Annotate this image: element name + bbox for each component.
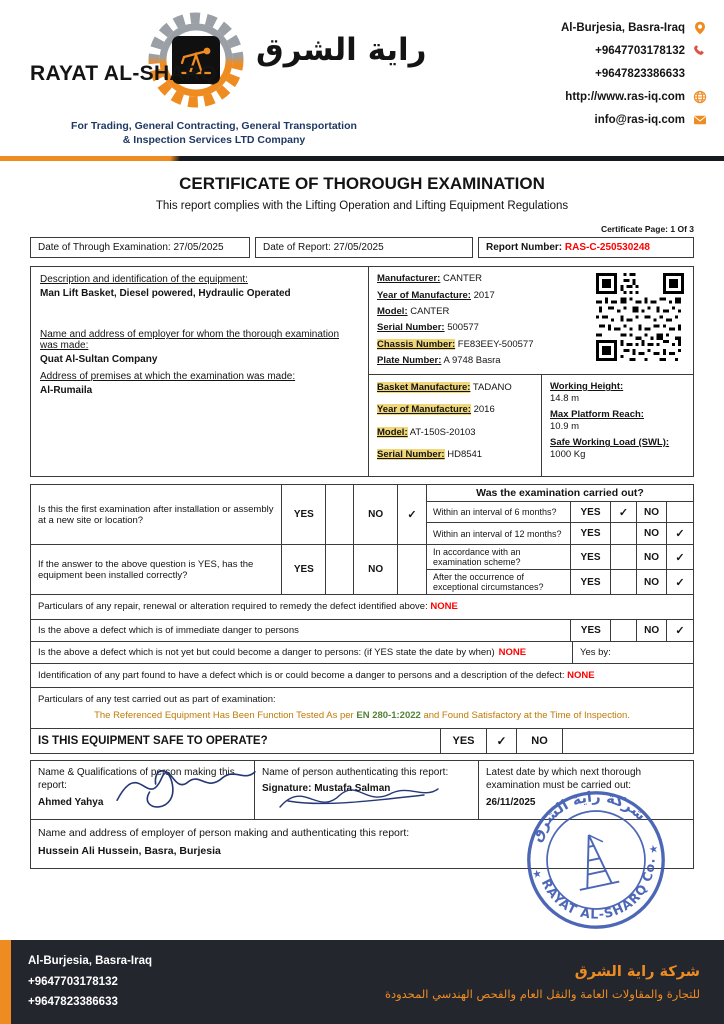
field-label: Chassis Number: xyxy=(377,338,456,350)
question-2-no-checkbox xyxy=(398,545,426,594)
field-label: Plate Number: xyxy=(377,354,442,366)
vehicle-field xyxy=(377,321,596,334)
field-value: FE83EEY-500577 xyxy=(457,338,534,350)
question-block-1 xyxy=(31,485,693,545)
test-text-2: and Found Satisfactory at the Time of Inspection. xyxy=(423,710,630,722)
field-label: Model: xyxy=(377,426,408,438)
field-value: AT-150S-20103 xyxy=(409,426,476,438)
footer-company-name-ar: شركة راية الشرق xyxy=(574,963,700,980)
exam-date-cell xyxy=(30,237,250,258)
signature-employer-label: Name and address of employer of person making and authenticating this report: xyxy=(38,826,410,839)
info-bar xyxy=(30,237,694,258)
envelope-icon xyxy=(692,112,708,127)
safe-yes-checkbox: ✓ xyxy=(487,729,517,753)
question-1-yes-checkbox xyxy=(326,485,354,544)
spec-label: Max Platform Reach: xyxy=(550,409,644,421)
report-number-cell xyxy=(478,237,694,258)
company-tagline xyxy=(28,119,400,147)
scheme-no-label: NO xyxy=(637,545,667,569)
field-label: Year of Manufacture: xyxy=(377,289,471,301)
vehicle-details xyxy=(369,267,693,374)
header-contact-block xyxy=(561,20,708,147)
footer-address: Al-Burjesia, Basra-Iraq xyxy=(28,954,152,967)
footer-company-description-ar: للتجارة والمقاولات العامة والنقل العام والفحص الهندسي المحدودة xyxy=(384,986,700,1001)
exceptional-no-checkbox: ✓ xyxy=(675,576,685,589)
test-result-line xyxy=(38,709,686,722)
future-danger-text: Is the above a defect which is not yet but could become a danger to persons: (if YES state the date by when) xyxy=(38,646,495,658)
field-label: Serial Number: xyxy=(377,449,445,461)
company-stamp xyxy=(511,775,682,946)
spacer xyxy=(40,305,359,329)
interval-6-no-checkbox xyxy=(667,502,693,522)
footer-phone1: +9647703178132 xyxy=(28,975,118,988)
future-danger-row xyxy=(31,642,693,664)
vehicle-field xyxy=(377,272,596,285)
future-danger-value: NONE xyxy=(498,646,527,658)
identification-value: NONE xyxy=(567,669,595,681)
question-2-text: If the answer to the above question is YES, has the equipment been installed correctly? xyxy=(31,545,282,594)
qr-code xyxy=(596,273,684,361)
specs-column xyxy=(541,375,693,476)
scheme-row xyxy=(427,545,693,570)
scheme-block xyxy=(427,545,693,594)
field-value: CANTER xyxy=(442,273,483,285)
footer-company-arabic xyxy=(385,964,700,1001)
exceptional-yes-label: YES xyxy=(571,570,611,594)
maker-signature-scribble xyxy=(109,747,261,821)
certificate-title: CERTIFICATE OF THOROUGH EXAMINATION xyxy=(179,174,545,194)
stamp-arabic-text: شركة راية الشرق xyxy=(528,789,649,845)
report-date-value: 27/05/2025 xyxy=(333,242,384,254)
contact-address xyxy=(561,20,708,35)
carried-out-header: Was the examination carried out? xyxy=(427,485,693,502)
contact-website xyxy=(565,89,708,104)
certificate-subtitle: This report complies with the Lifting Operation and Lifting Equipment Regulations xyxy=(155,200,569,213)
examination-questions-table xyxy=(30,484,694,753)
immediate-danger-text: Is the above a defect which is of immediate danger to persons xyxy=(38,624,299,636)
danger-no-checkbox: ✓ xyxy=(675,624,685,637)
danger-yes-label: YES xyxy=(571,620,611,641)
carried-out-block xyxy=(427,485,693,544)
interval-12-yes-label: YES xyxy=(571,523,611,544)
globe-icon xyxy=(692,89,708,104)
interval-6-row xyxy=(427,502,693,523)
header xyxy=(0,0,724,147)
exceptional-no-label: NO xyxy=(637,570,667,594)
exceptional-row xyxy=(427,570,693,594)
equipment-left-column xyxy=(31,267,369,476)
authenticator-signature-scribble xyxy=(273,773,445,821)
field-value: 2017 xyxy=(473,289,495,301)
premises-label: Address of premises at which the examination was made: xyxy=(40,371,296,383)
danger-no-label: NO xyxy=(637,620,667,641)
report-number-label: Report Number: xyxy=(486,242,563,254)
basket-field xyxy=(377,426,533,439)
interval-12-no-checkbox: ✓ xyxy=(675,528,685,541)
website-text: http://www.ras-iq.com xyxy=(565,90,685,103)
basket-details xyxy=(369,374,693,476)
basket-list xyxy=(369,375,541,476)
vehicle-field xyxy=(377,305,596,318)
premises-value: Al-Rumaila xyxy=(40,385,93,397)
company-name-english: RAYAT AL-SHARQ xyxy=(30,62,217,85)
stamp-english-text: RAYAT AL-SHARQ Co. xyxy=(538,857,658,922)
footer-contact xyxy=(28,951,152,1013)
scheme-yes-label: YES xyxy=(571,545,611,569)
next-exam-date: 26/11/2025 xyxy=(486,796,536,808)
contact-phone2 xyxy=(595,66,708,81)
stamp-star-left: ★ xyxy=(531,867,544,882)
equipment-description-value: Man Lift Basket, Diesel powered, Hydraulic Operated xyxy=(40,288,291,300)
question-1-no-checkbox: ✓ xyxy=(407,509,417,522)
authenticator-label: Name of person authenticating this report: xyxy=(262,766,449,778)
report-date-label: Date of Report: xyxy=(263,242,331,254)
question-2-yes-label: YES xyxy=(282,545,326,594)
spec-value: 10.9 m xyxy=(550,421,580,433)
contact-email xyxy=(595,112,708,127)
question-1-text: Is this the first examination after installation or assembly at a new site or location? xyxy=(31,485,282,544)
yes-by-cell: Yes by: xyxy=(580,646,611,658)
basket-field xyxy=(377,403,533,416)
phone1-text: +9647703178132 xyxy=(595,44,685,57)
question-2-yes-checkbox xyxy=(326,545,354,594)
equipment-right-column xyxy=(369,267,693,476)
immediate-danger-row xyxy=(31,620,693,642)
address-text: Al-Burjesia, Basra-Iraq xyxy=(561,21,685,34)
logo-canvas xyxy=(28,10,427,114)
interval-6-yes-label: YES xyxy=(571,502,611,522)
report-number-value: RAS-C-250530248 xyxy=(564,242,650,254)
contact-phone1 xyxy=(595,43,708,58)
vehicle-field xyxy=(377,289,596,302)
field-label: Model: xyxy=(377,305,408,317)
field-value: CANTER xyxy=(410,305,450,317)
question-2-no-label: NO xyxy=(354,545,398,594)
maker-cell xyxy=(31,761,255,819)
certificate-page-number: Certificate Page: 1 Of 3 xyxy=(600,224,694,235)
interval-12-row xyxy=(427,523,693,544)
employer-value: Quat Al-Sultan Company xyxy=(40,354,158,366)
safe-question-text: IS THIS EQUIPMENT SAFE TO OPERATE? xyxy=(31,729,441,753)
maker-name: Ahmed Yahya xyxy=(38,796,104,808)
footer xyxy=(0,940,724,1024)
interval-6-yes-checkbox: ✓ xyxy=(611,502,637,522)
stamp-derrick-icon xyxy=(569,831,619,890)
company-logo xyxy=(28,10,427,147)
field-label: Year of Manufacture: xyxy=(377,404,471,416)
spec-item xyxy=(550,381,685,404)
field-label: Manufacturer: xyxy=(377,273,441,285)
field-label: Basket Manufacture: xyxy=(377,382,471,394)
exam-date-label: Date of Through Examination: xyxy=(38,242,171,254)
title-block xyxy=(0,174,724,212)
stamp-star-right: ★ xyxy=(647,842,660,857)
interval-12-text: Within an interval of 12 months? xyxy=(427,523,571,544)
test-text-1: The Referenced Equipment Has Been Function Tested As per xyxy=(94,710,354,722)
question-1-no-label: NO xyxy=(354,485,398,544)
maker-label: Name & Qualifications of person making this report: xyxy=(38,766,235,791)
exam-date-value: 27/05/2025 xyxy=(173,242,224,254)
interval-6-text: Within an interval of 6 months? xyxy=(427,502,571,522)
scheme-text: In accordance with an examination scheme? xyxy=(427,545,571,569)
phone2-text: +9647823386633 xyxy=(595,67,685,80)
test-row xyxy=(31,688,693,729)
identification-text: Identification of any part found to have a defect which is or could become a danger to persons and a description of the defect: xyxy=(38,669,565,681)
test-label: Particulars of any test carried out as part of examination: xyxy=(38,693,276,705)
vehicle-field xyxy=(377,354,596,367)
question-1-yes-label: YES xyxy=(282,485,326,544)
field-value: HD8541 xyxy=(447,449,483,461)
danger-yes-checkbox xyxy=(611,620,637,641)
interval-12-yes-checkbox xyxy=(611,523,637,544)
interval-12-no-label: NO xyxy=(637,523,667,544)
identification-row xyxy=(31,664,693,688)
tagline-line1: For Trading, General Contracting, General Transportation xyxy=(71,120,357,132)
safe-empty-cell xyxy=(563,729,693,753)
company-name-arabic: راية الشرق xyxy=(256,32,427,68)
question-2 xyxy=(31,545,427,594)
future-danger-text-cell xyxy=(31,642,573,663)
signature-employer-name: Hussein Ali Hussein, Basra, Burjesia xyxy=(38,844,221,857)
field-label: Serial Number: xyxy=(377,322,445,334)
safe-no-label: NO xyxy=(517,729,563,753)
field-value: 2016 xyxy=(473,404,495,416)
next-exam-label: Latest date by which next thorough examination must be carried out: xyxy=(486,766,642,791)
immediate-danger-text-cell xyxy=(31,620,571,641)
safe-yes-label: YES xyxy=(441,729,487,753)
spec-value: 1000 Kg xyxy=(550,449,586,461)
phone-icon xyxy=(692,43,708,58)
field-value: 500577 xyxy=(447,322,479,334)
authenticator-cell xyxy=(255,761,479,819)
spec-label: Safe Working Load (SWL): xyxy=(550,437,670,449)
basket-field xyxy=(377,381,533,394)
spec-value: 14.8 m xyxy=(550,393,580,405)
equipment-description-label: Description and identification of the equipment: xyxy=(40,274,248,286)
question-block-2 xyxy=(31,545,693,595)
field-value: A 9748 Basra xyxy=(443,354,501,366)
footer-phone2: +9647823386633 xyxy=(28,996,118,1009)
repair-row xyxy=(31,595,693,619)
vehicle-list xyxy=(377,272,596,370)
employer-label: Name and address of employer for whom the thorough examination was made: xyxy=(40,329,340,352)
location-pin-icon xyxy=(692,20,708,35)
test-standard: EN 280-1:2022 xyxy=(356,710,421,722)
authenticator-name: Signature: Mustafa Salman xyxy=(262,783,391,794)
scheme-yes-checkbox xyxy=(611,545,637,569)
email-text: info@ras-iq.com xyxy=(594,113,685,126)
repair-value: NONE xyxy=(430,601,458,613)
tagline-line2: & Inspection Services LTD Company xyxy=(122,134,306,147)
exceptional-yes-checkbox xyxy=(611,570,637,594)
exceptional-text: After the occurrence of exceptional circumstances? xyxy=(427,570,571,594)
spec-item xyxy=(550,437,685,460)
equipment-section xyxy=(30,266,694,477)
icon-spacer xyxy=(692,66,708,81)
question-1 xyxy=(31,485,427,544)
header-divider xyxy=(0,156,724,161)
interval-6-no-label: NO xyxy=(637,502,667,522)
repair-text: Particulars of any repair, renewal or alteration required to remedy the defect identified above: xyxy=(38,601,428,613)
field-value: TADANO xyxy=(472,382,512,394)
spec-label: Working Height: xyxy=(550,381,624,393)
vehicle-field xyxy=(377,338,596,351)
scheme-no-checkbox: ✓ xyxy=(675,551,685,564)
report-date-cell xyxy=(255,237,473,258)
spec-item xyxy=(550,409,685,432)
basket-field xyxy=(377,448,533,461)
